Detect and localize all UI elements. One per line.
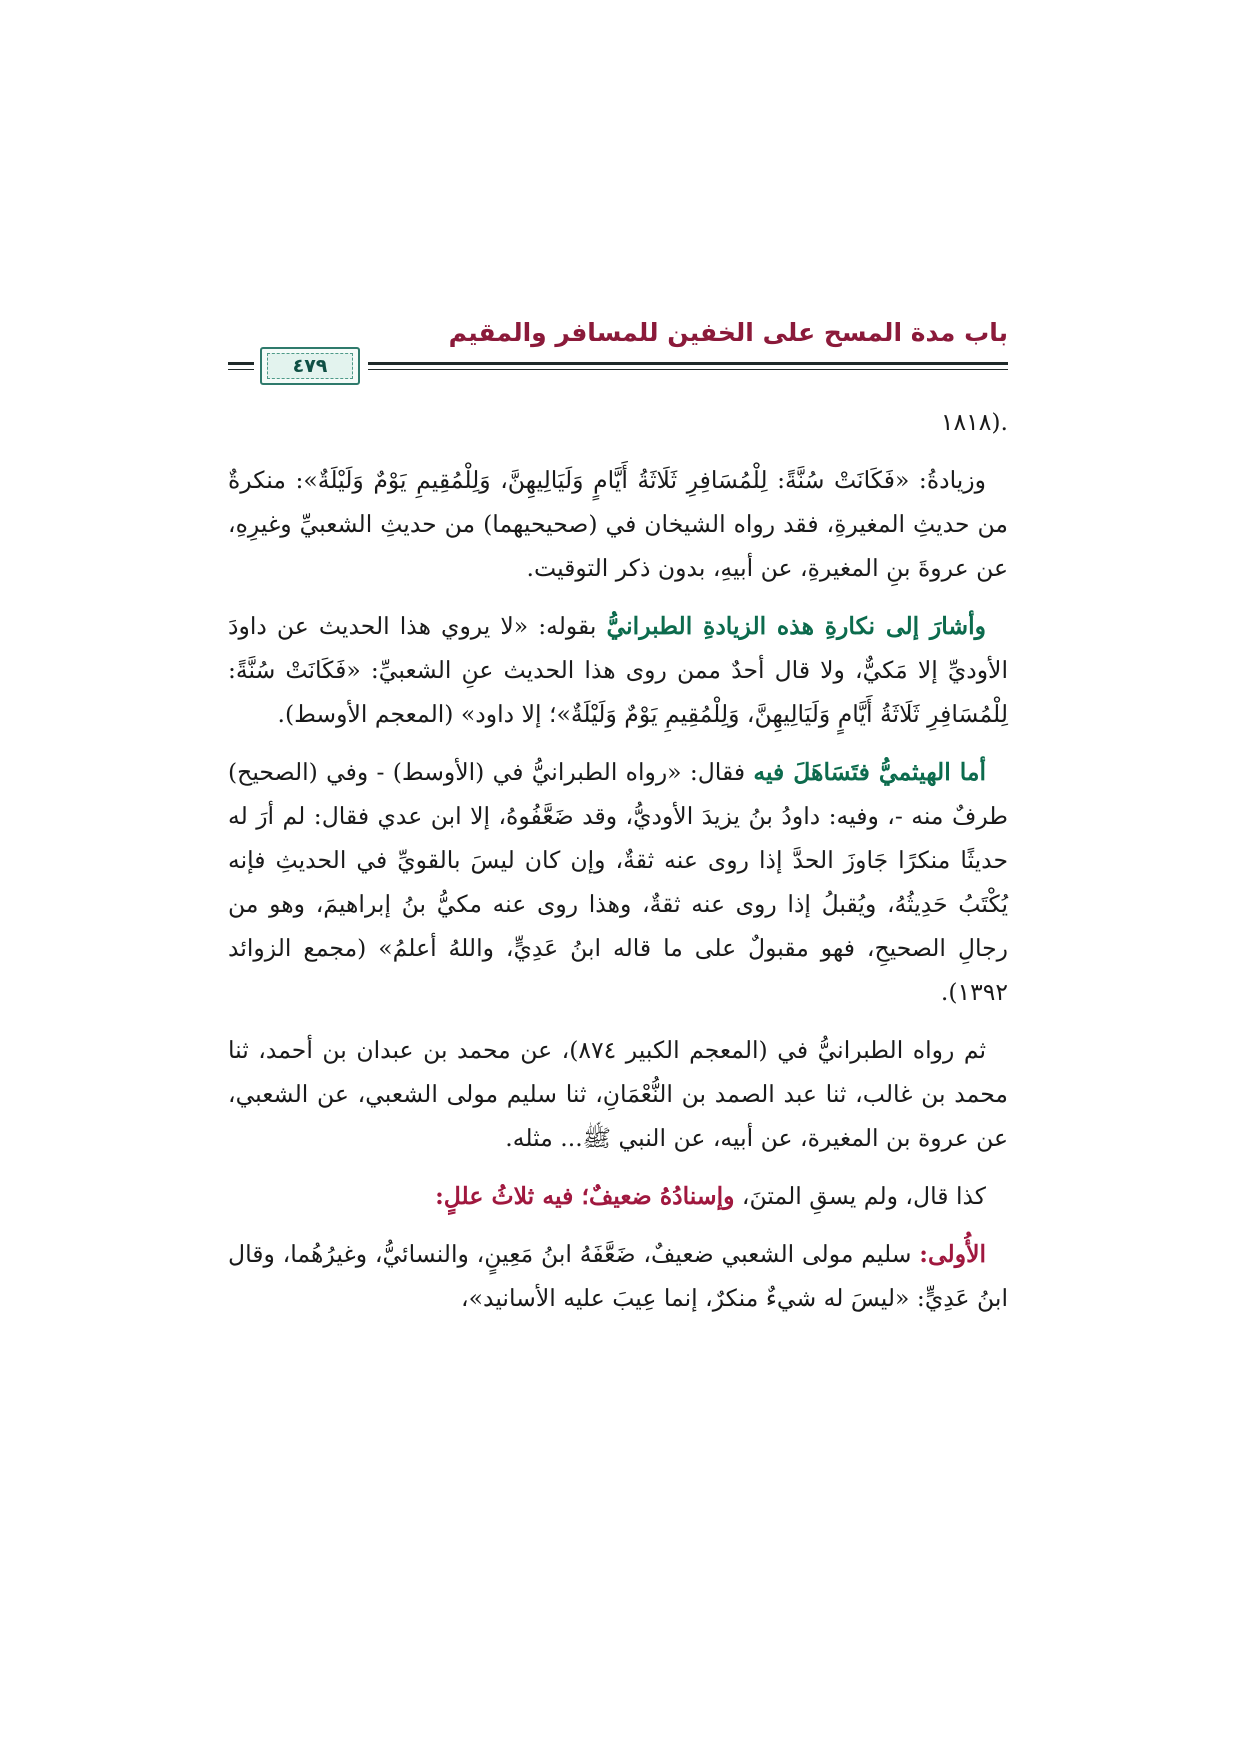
first-defect-text: سليم مولى الشعبي ضعيفٌ، ضَعَّفَهُ ابنُ مَعِينٍ، والنسائيُّ، وغيرُهُما، وقال ابنُ عَدِيٍّ: «ليسَ له شيءٌ منكرٌ، إنما عِيبَ عليه الأسانيد»، bbox=[228, 1240, 1008, 1312]
paragraph-isnad bbox=[228, 1174, 1008, 1218]
isnad-weak: وإسنادُهُ ضعيفٌ؛ فيه ثلاثُ عللٍ: bbox=[435, 1182, 735, 1210]
header-rule-thin bbox=[368, 369, 1008, 370]
page-number-badge bbox=[260, 347, 360, 385]
paragraph-kabir: ثم رواه الطبرانيُّ في (المعجم الكبير ٨٧٤)، عن محمد بن عبدان بن أحمد، ثنا محمد بن غالب، ثنا عبد الصمد بن النُّعْمَانِ، ثنا سليم مولى الشعبي، عن الشعبي، عن عروة بن المغيرة، عن أبيه، عن النبي ﷺ... مثله. bbox=[228, 1036, 1008, 1152]
tabarani-heading: وأشارَ إلى نكارةِ هذه الزيادةِ الطبرانيُّ bbox=[606, 612, 986, 640]
paragraph-tabarani bbox=[228, 604, 1008, 736]
first-defect-heading: الأُولى: bbox=[919, 1240, 986, 1268]
page-header bbox=[228, 318, 1008, 388]
header-rule-left bbox=[228, 362, 254, 365]
haythami-heading: أما الهيثميُّ فتَسَاهَلَ فيه bbox=[753, 758, 986, 786]
page-body bbox=[228, 400, 1008, 1334]
paragraph-first-defect bbox=[228, 1232, 1008, 1320]
header-rule-left-thin bbox=[228, 369, 254, 370]
page-number: ٤٧٩ bbox=[267, 353, 353, 379]
chapter-title: باب مدة المسح على الخفين للمسافر والمقيم bbox=[448, 318, 1008, 347]
paragraph-addition: وزيادةُ: «فَكَانَتْ سُنَّةً: لِلْمُسَافِرِ ثَلَاثَةُ أَيَّامٍ وَلَيَالِيهِنَّ، وَلِلْمُقِيمِ يَوْمٌ وَلَيْلَةٌ»: منكرةٌ من حديثِ المغيرةِ، فقد رواه الشيخان في (صحيحيهما) من حديثِ الشعبيِّ وغيرِهِ، عن عروةَ بنِ المغيرةِ، عن أبيهِ، بدون ذكر التوقيت. bbox=[228, 466, 1008, 582]
haythami-text: فقال: «رواه الطبرانيُّ في (الأوسط) - وفي (الصحيح) طرفٌ منه -، وفيه: داودُ بنُ يزيدَ الأوديُّ، وقد ضَعَّفُوهُ، إلا ابن عدي فقال: لم أرَ له حديثًا منكرًا جَاوزَ الحدَّ إذا روى عنه ثقةٌ، وإن كان ليسَ بالقويِّ في الحديثِ فإنه يُكْتَبُ حَدِيثُهُ، ويُقبلُ إذا روى عنه ثقةٌ، وهذا روى عنه مكيُّ بنُ إبراهيمَ، وهو من رجالِ الصحيحِ، فهو مقبولٌ على ما قاله ابنُ عَدِيٍّ، واللهُ أعلمُ» (مجمع الزوائد ١٣٩٢). bbox=[228, 758, 1008, 1006]
header-rule bbox=[368, 362, 1008, 365]
paragraph-haythami bbox=[228, 750, 1008, 1014]
isnad-lead: كذا قال، ولم يسقِ المتنَ، bbox=[734, 1182, 986, 1210]
tabarani-text: بقوله: «لا يروي هذا الحديث عن داودَ الأوديِّ إلا مَكيٌّ، ولا قال أحدٌ ممن روى هذا الحديث عنِ الشعبيِّ: «فَكَانَتْ سُنَّةً: لِلْمُسَافِرِ ثَلَاثَةُ أَيَّامٍ وَلَيَالِيهِنَّ، وَلِلْمُقِيمِ يَوْمٌ وَلَيْلَةٌ»؛ إلا داود» (المعجم الأوسط). bbox=[228, 612, 1008, 728]
paragraph-ref-end: .(١٨١٨ bbox=[940, 408, 1008, 436]
